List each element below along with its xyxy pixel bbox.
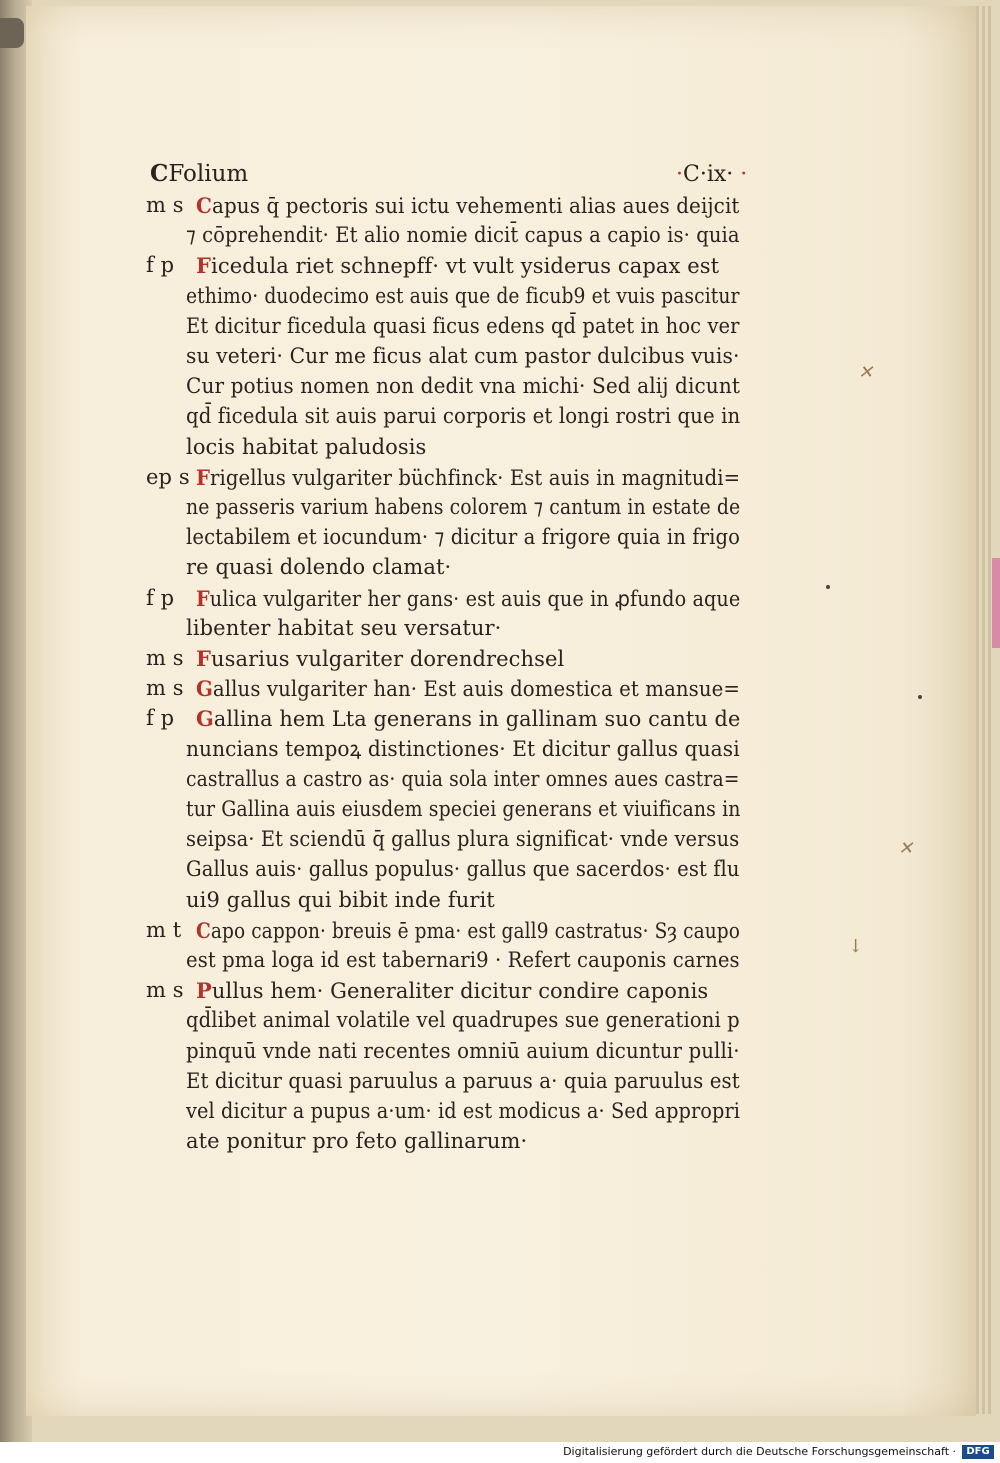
margin-marker: f p: [146, 253, 175, 277]
text-line: lectabilem et iocundum· ⁊ dicitur a frigore quia in frigo: [186, 525, 741, 549]
rubric-dot: ·: [733, 162, 748, 187]
text-line: [196, 976, 708, 1006]
margin-marker: m s: [146, 646, 184, 670]
margin-dot: [918, 695, 922, 699]
margin-marker: ep s: [146, 465, 190, 489]
text-line: Cur potius nomen non dedit vna michi· Sed alij dicunt: [186, 374, 740, 398]
text-line: [196, 674, 740, 704]
line-text: usarius vulgariter dorendrechsel: [211, 647, 565, 671]
bookmark-tab: [992, 558, 1000, 648]
text-line: ate ponitur pro feto gallinarum·: [186, 1129, 528, 1153]
footer-bar: [0, 1442, 1000, 1463]
text-line: est pma loga id est tabernari9 · Refert cauponis carnes: [186, 948, 740, 972]
text-line: seipsa· Et sciendū q̄ gallus plura significat· vnde versus: [186, 827, 740, 851]
text-line: vel dicitur a pupus a·um· id est modicus a· Sed appropri: [186, 1099, 741, 1123]
line-text: ullus hem· Generaliter dicitur condire caponis: [211, 979, 709, 1003]
margin-marker: m s: [146, 193, 184, 217]
text-line: su veteri· Cur me ficus alat cum pastor dulcibus vuis·: [186, 344, 740, 368]
line-text: allina hem Lta generans in gallinam suo cantu de: [213, 707, 741, 731]
rubric-initial: G: [196, 676, 213, 701]
text-line: pinquū vnde nati recentes omniū auium dicuntur pulli·: [186, 1039, 740, 1063]
line-text: rigellus vulgariter büchfinck· Est auis in magnitudi=: [210, 466, 741, 490]
pencil-annotation: ✕: [858, 362, 874, 383]
text-line: qd̄libet animal volatile vel quadrupes sue generationi p: [186, 1008, 740, 1032]
margin-marker: m t: [146, 918, 182, 942]
page-edge: [976, 6, 979, 1414]
page-edge: [988, 6, 991, 1414]
rubric-initial: F: [196, 646, 212, 671]
dfg-logo: DFG: [962, 1445, 994, 1459]
text-line: [196, 644, 564, 674]
text-line: [196, 251, 719, 281]
text-line: Gallus auis· gallus populus· gallus que sacerdos· est flu: [186, 857, 740, 881]
margin-marker: m s: [146, 978, 184, 1002]
margin-marker: f p: [146, 706, 175, 730]
text-line: ne passeris varium habens colorem ⁊ cantum in estate de: [186, 495, 741, 519]
footer-credit: Digitalisierung gefördert durch die Deutsche Forschungsgemeinschaft ·: [563, 1445, 956, 1458]
text-line: Et dicitur quasi paruulus a paruus a· quia paruulus est: [186, 1069, 740, 1093]
line-text: apo cappon· breuis ē pma· est gall9 castratus· Sȝ caupo: [210, 919, 740, 943]
text-line: locis habitat paludosis: [186, 435, 427, 459]
page-edge: [982, 6, 985, 1414]
margin-dot: [826, 585, 830, 589]
pencil-annotation: ✕: [898, 838, 914, 859]
rubric-dot: ·: [676, 162, 683, 187]
binding-clasp: [0, 18, 24, 48]
folio-number: [676, 162, 747, 187]
pencil-annotation: ↓: [848, 936, 864, 957]
line-text: apus q̄ pectoris sui ictu vehementi alias aues deijcit: [211, 194, 740, 218]
rubric-initial: F: [196, 253, 212, 278]
rubric-initial: F: [196, 586, 210, 611]
text-line: [196, 463, 740, 493]
text-line: [196, 916, 740, 946]
rubric-initial: F: [196, 465, 211, 490]
text-line: Et dicitur ficedula quasi ficus edens qd̄ patet in hoc ver: [186, 314, 740, 338]
rubric-initial: C: [196, 918, 211, 943]
text-line: ⁊ cōprehendit· Et alio nomie dicit̄ capus a capio is· quia: [186, 223, 740, 247]
margin-marker: f p: [146, 586, 175, 610]
text-line: ui9 gallus qui bibit inde furit: [186, 888, 495, 912]
text-line: nuncians tempoꝝ distinctiones· Et dicitur gallus quasi: [186, 737, 740, 761]
header-word: Folium: [168, 161, 249, 187]
line-text: ulica vulgariter her gans· est auis que in ꝓfundo aque: [209, 587, 741, 611]
text-line: [196, 704, 740, 734]
text-line: castrallus a castro as· quia sola inter omnes aues castra=: [186, 767, 740, 791]
initial-paragraph-mark: C: [150, 160, 169, 187]
text-line: tur Gallina auis eiusdem speciei generans et viuificans in: [186, 797, 741, 821]
rubric-initial: P: [196, 978, 212, 1003]
rubric-initial: G: [196, 706, 214, 731]
line-text: icedula riet schnepff· vt vult ysiderus capax est: [211, 254, 720, 278]
margin-marker: m s: [146, 676, 184, 700]
folio-text: C·ix·: [683, 162, 734, 187]
text-line: libenter habitat seu versatur·: [186, 616, 502, 640]
text-line: ethimo· duodecimo est auis que de ficub9 et vuis pascitur: [186, 284, 740, 308]
line-text: allus vulgariter han· Est auis domestica et mansue=: [212, 677, 741, 701]
text-line: [196, 584, 740, 614]
text-line: [196, 191, 740, 221]
text-line: qd̄ ficedula sit auis parui corporis et longi rostri que in: [186, 404, 741, 428]
page-header: [150, 160, 248, 187]
rubric-initial: C: [196, 193, 212, 218]
text-line: re quasi dolendo clamat·: [186, 555, 452, 579]
